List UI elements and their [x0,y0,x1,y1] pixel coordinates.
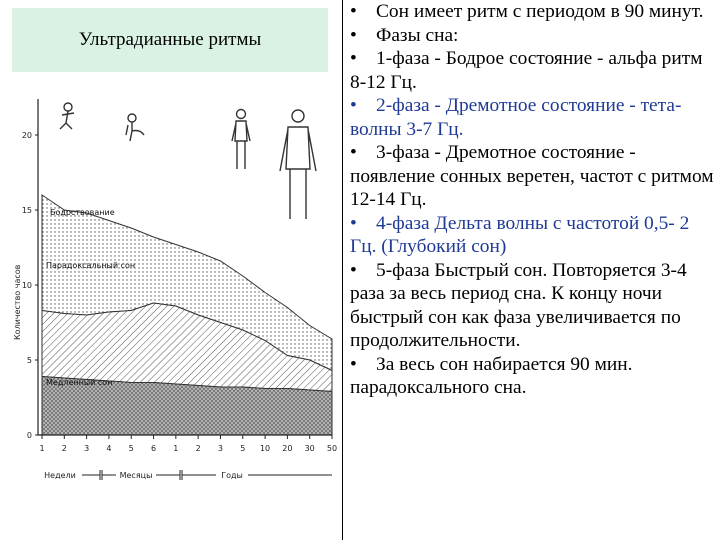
toddler-figure-icon [126,114,144,141]
bullet-text: Сон имеет ритм с периодом в 90 минут. [376,1,704,22]
bullet-item [350,141,718,212]
bullet-marker: • [350,259,357,281]
bullet-marker: • [350,24,357,46]
bullet-text: 1-фаза - Бодрое состояние - альфа ритм 8-12 Гц. [350,48,703,93]
x-tick-label: 3 [217,444,224,453]
x-segment-label: Годы [221,471,243,480]
slide-title-text: Ультрадианные ритмы [78,29,262,50]
bullet-item [350,94,718,141]
x-tick-label: 6 [150,444,157,453]
x-tick-label: 2 [61,444,67,453]
x-tick-label: 1 [39,444,45,453]
series-label: Бодрствование [50,208,115,217]
x-tick-label: 5 [240,444,246,453]
series-label: Медленный сон [46,378,113,387]
y-axis-label: Количество часов [13,264,22,340]
chart-areas [42,195,332,435]
x-segment-label: Месяцы [119,471,153,480]
y-tick-label: 0 [26,431,32,440]
series-label: Парадоксальный сон [46,261,136,270]
x-tick-label: 5 [128,444,134,453]
bullet-marker: • [350,212,357,234]
x-tick-label: 30 [304,444,315,453]
bullet-item [350,47,718,94]
infant-figure-icon [60,103,74,129]
bullet-text: 3-фаза - Дремотное состояние - появление сонных веретен, частот с ритмом 12-14 Гц. [350,142,714,210]
x-tick-label: 1 [173,444,179,453]
y-tick-label: 15 [21,206,32,215]
bullet-text: 2-фаза - Дремотное состояние - тета-волны 3-7 Гц. [350,95,682,140]
bullet-item [350,0,718,24]
child-figure-icon [232,110,250,170]
bullet-item [350,24,718,48]
y-tick-label: 5 [26,356,32,365]
bullet-marker: • [350,1,357,22]
bullet-marker: • [350,95,357,116]
bullet-text: Фазы сна: [376,24,459,46]
bullet-item [350,353,718,400]
y-tick-label: 10 [21,281,32,290]
x-tick-label: 3 [84,444,90,453]
slide-divider [342,0,343,540]
x-tick-label: 50 [326,444,338,453]
adult-figure-icon [280,110,316,219]
x-tick-label: 10 [259,444,271,453]
sleep-chart [10,95,336,500]
bullet-item [350,259,718,353]
bullet-text: 4-фаза Дельта волны с частотой 0,5- 2 Гц. (Глубокий сон) [350,212,690,257]
x-tick-label: 2 [195,444,201,453]
y-tick-label: 20 [21,131,32,140]
bullet-list [350,0,718,530]
x-tick-label: 20 [282,444,293,453]
x-segment-label: Недели [44,471,76,480]
bullet-text: 5-фаза Быстрый сон. Повторяется 3-4 раза за весь период сна. К концу ночи быстрый сон как фаза увеличивается по продолжительности. [350,259,687,351]
bullet-item [350,212,718,259]
sleep-chart-figure [10,95,336,500]
age-figures [60,103,316,219]
x-tick-label: 4 [106,444,112,453]
bullet-marker: • [350,48,357,69]
bullet-marker: • [350,353,357,375]
slide-title [12,8,328,72]
bullet-text: За весь сон набирается 90 мин. парадоксального сна. [350,353,633,398]
bullet-marker: • [350,142,357,163]
